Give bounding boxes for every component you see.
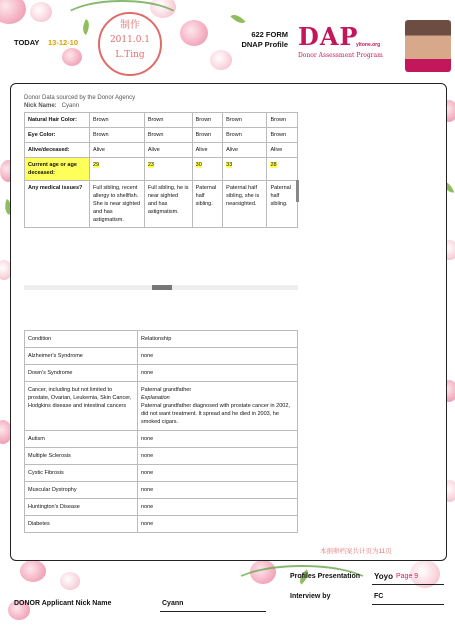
relationship-value: none [141, 370, 154, 376]
table-row [25, 348, 298, 365]
interview-label: Interview by [290, 593, 331, 600]
table-cell: Alive [144, 143, 192, 158]
table-row [25, 181, 298, 228]
condition-cell: Cystic Fibrosis [25, 465, 138, 482]
applicant-label: DONOR Applicant Nick Name [14, 600, 112, 607]
table-cell: Alive [267, 143, 298, 158]
table-row [25, 482, 298, 499]
condition-cell: Multiple Sclerosis [25, 448, 138, 465]
scrollbar-thumb[interactable] [152, 285, 172, 290]
row-label: Eye Color: [25, 128, 90, 143]
explanation-label: Explanation [141, 395, 170, 401]
donor-caption: Donor Data sourced by the Donor Agency [24, 95, 136, 101]
table-cell: Alive [223, 143, 267, 158]
vertical-scrollbar[interactable] [296, 180, 299, 202]
table-cell: Brown [144, 128, 192, 143]
row-label: Any medical issues? [25, 181, 90, 228]
table-cell: Full sibling, he is near sighted and has astigmatism. [144, 181, 192, 228]
relationship-value: none [141, 453, 154, 459]
today-date: 13-12-10 [48, 38, 79, 47]
condition-cell: Muscular Dystrophy [25, 482, 138, 499]
table-row [25, 128, 298, 143]
relationship-value: none [141, 436, 154, 442]
table-cell: Alive [90, 143, 145, 158]
table-row [25, 465, 298, 482]
condition-cell: Autism [25, 431, 138, 448]
explanation-text: Paternal grandfather diagnosed with prostate cancer in 2002, did not want treatment. It spread and he died in 2003, he smoked cigars. [141, 403, 290, 425]
condition-cell: Alzheimer's Syndrome [25, 348, 138, 365]
condition-cell: Cancer, including but not limited to prostate, Ovarian, Leukemia, Skin Cancer, Hodgkins disease and intestinal cancers [25, 382, 138, 431]
table-cell: 29 [90, 158, 145, 181]
relationship-cell [138, 516, 298, 533]
avatar [405, 20, 451, 72]
table-cell: Brown [192, 128, 223, 143]
relationship-value: none [141, 487, 154, 493]
relationship-value: none [141, 470, 154, 476]
row-label: Current age or age deceased: [25, 158, 90, 181]
profiles-underline [372, 584, 444, 585]
table-row [25, 143, 298, 158]
donor-data-section [24, 94, 298, 228]
relationship-cell [138, 348, 298, 365]
brand-logo: DAP [298, 22, 359, 51]
table-cell: Paternal half sibling, she is nearsighted. [223, 181, 267, 228]
table-row [25, 448, 298, 465]
table-cell: Brown [223, 113, 267, 128]
table-row [25, 158, 298, 181]
relationship-value: none [141, 353, 154, 359]
table-cell: Alive [192, 143, 223, 158]
table-cell: Paternal half sibling. [192, 181, 223, 228]
table-row [25, 365, 298, 382]
table-row [25, 431, 298, 448]
relationship-cell [138, 431, 298, 448]
condition-cell: Diabetes [25, 516, 138, 533]
table-cell: Brown [90, 128, 145, 143]
approval-stamp: 制作 2011.0.1 L.Ting [98, 12, 162, 76]
relationship-value: none [141, 504, 154, 510]
applicant-value: Cyann [162, 600, 184, 607]
table-cell: Brown [267, 128, 298, 143]
relationship-value: Paternal grandfather [141, 387, 192, 393]
brand-domain: yltone.org [356, 42, 381, 48]
conditions-table [24, 330, 298, 533]
applicant-underline [160, 611, 266, 612]
row-label: Alive/deceased: [25, 143, 90, 158]
table-cell: Brown [223, 128, 267, 143]
interview-underline [372, 604, 444, 605]
table-cell: Brown [192, 113, 223, 128]
table-row [25, 516, 298, 533]
today-label: TODAY [14, 38, 40, 47]
column-header: Condition [25, 331, 138, 348]
table-row [25, 113, 298, 128]
table-row [25, 499, 298, 516]
table-cell: 23 [144, 158, 192, 181]
table-cell: Brown [267, 113, 298, 128]
interview-value: FC [374, 593, 384, 600]
relationship-cell [138, 465, 298, 482]
relationship-cell [138, 482, 298, 499]
column-header: Relationship [138, 331, 298, 348]
table-cell: 33 [223, 158, 267, 181]
table-cell: Brown [144, 113, 192, 128]
table-cell: 30 [192, 158, 223, 181]
relationship-cell [138, 448, 298, 465]
table-cell: 28 [267, 158, 298, 181]
table-cell: Brown [90, 113, 145, 128]
table-row [25, 382, 298, 431]
relationship-cell [138, 499, 298, 516]
condition-cell: Down's Syndrome [25, 365, 138, 382]
condition-cell: Huntington's Disease [25, 499, 138, 516]
page-number: Page 9 [396, 573, 419, 580]
profiles-presentation-label: Profiles Presentation [290, 573, 361, 580]
profiles-presentation-value: Yoyo [374, 572, 393, 581]
donor-nick-row: Nick Name: Cyann [24, 103, 80, 109]
donor-table [24, 112, 298, 228]
table-cell: Paternal half sibling. [267, 181, 298, 228]
relationship-cell [138, 382, 298, 431]
form-title: 622 FORM DNAP Profile [241, 30, 288, 49]
watermark: 本捐卵档案共计页为11页 [320, 548, 392, 555]
table-cell: Full sibling, recent allergy to shellfish. She is near sighted and has astigmatism. [90, 181, 145, 228]
table-header-row [25, 331, 298, 348]
row-label: Natural Hair Color: [25, 113, 90, 128]
relationship-cell [138, 365, 298, 382]
brand-tagline: Donor Assessment Program [298, 52, 383, 59]
relationship-value: none [141, 521, 154, 527]
